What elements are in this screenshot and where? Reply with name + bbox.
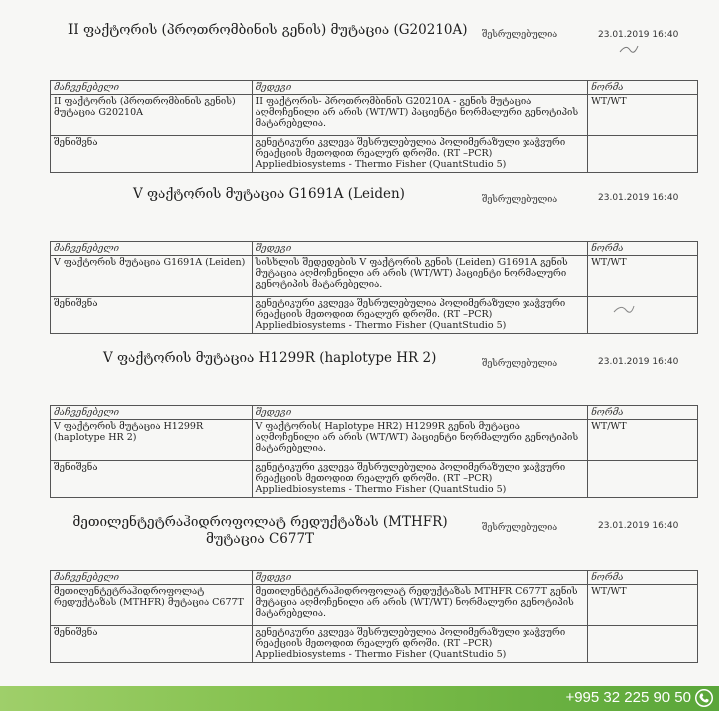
- phone-icon: [695, 689, 713, 707]
- result-table-factor-v-h1299r: [50, 405, 698, 498]
- indicator-cell: V ფაქტორის მუტაცია G1691A (Leiden): [51, 256, 253, 297]
- table-row: [51, 585, 698, 626]
- header-norm: ნორმა: [588, 406, 698, 420]
- note-cell: გენეტიკური კვლევა შესრულებულია პოლიმერაზული ჯაჭვური რეაქციის მეთოდით რეალურ დროში. (RT –PCR) Appliedbiosystems - Thermo Fisher (QuantStudio 5): [252, 626, 588, 663]
- note-label-cell: შენიშვნა: [51, 626, 253, 663]
- table-header-row: [51, 242, 698, 256]
- empty-cell: [588, 626, 698, 663]
- result-cell: სისხლის შედედების V ფაქტორის გენის (Leiden) G1691A გენის მუტაცია აღმოჩენილი არ არის (WT/WT) პაციენტი ნორმალური გენოტიპის მატარებელია.: [252, 256, 588, 297]
- empty-cell: [588, 461, 698, 498]
- note-row: [51, 461, 698, 498]
- date-label: 23.01.2019 16:40: [598, 193, 679, 203]
- header-result: შედეგი: [252, 406, 588, 420]
- status-label: შესრულებულია: [482, 30, 558, 40]
- table-row: [51, 420, 698, 461]
- section-title-factor-ii: II ფაქტორის (პროთრომბინის გენის) მუტაცია (G20210A): [68, 22, 468, 38]
- indicator-cell: მეთილენტეტრაჰიდროფოლატ რედუქტაზას (MTHFR) მუტაცია C677T: [51, 585, 253, 626]
- header-result: შედეგი: [252, 242, 588, 256]
- empty-cell: [588, 297, 698, 334]
- status-label: შესრულებულია: [482, 195, 558, 205]
- status-label: შესრულებულია: [482, 523, 558, 533]
- pen-mark: [612, 302, 636, 316]
- norm-cell: WT/WT: [588, 585, 698, 626]
- section-title-factor-v-h1299r: V ფაქტორის მუტაცია H1299R (haplotype HR 2): [103, 350, 437, 366]
- note-cell: გენეტიკური კვლევა შესრულებულია პოლიმერაზული ჯაჭვური რეაქციის მეთოდით რეალურ დროში. (RT –PCR) Appliedbiosystems - Thermo Fisher (QuantStudio 5): [252, 136, 588, 173]
- result-table-factor-ii: [50, 80, 698, 173]
- result-table-mthfr: [50, 570, 698, 663]
- note-row: [51, 626, 698, 663]
- date-label: 23.01.2019 16:40: [598, 521, 679, 531]
- note-cell: გენეტიკური კვლევა შესრულებულია პოლიმერაზული ჯაჭვური რეაქციის მეთოდით რეალურ დროში. (RT –PCR) Appliedbiosystems - Thermo Fisher (QuantStudio 5): [252, 461, 588, 498]
- date-label: 23.01.2019 16:40: [598, 357, 679, 367]
- header-indicator: მაჩვენებელი: [51, 406, 253, 420]
- header-norm: ნორმა: [588, 571, 698, 585]
- header-indicator: მაჩვენებელი: [51, 571, 253, 585]
- note-row: [51, 297, 698, 334]
- table-header-row: [51, 571, 698, 585]
- header-result: შედეგი: [252, 81, 588, 95]
- indicator-cell: II ფაქტორის (პროთრომბინის გენის) მუტაცია G20210A: [51, 95, 253, 136]
- section-title-mthfr: მეთილენტეტრაჰიდროფოლატ რედუქტაზას (MTHFR) მუტაცია C677T: [72, 514, 448, 547]
- result-cell: მეთილენტეტრაჰიდროფოლატ რედუქტაზას MTHFR C677T გენის მუტაცია აღმოჩენილი არ არის (WT/WT) ნორმალური გენოტიპის მატარებელია.: [252, 585, 588, 626]
- table-header-row: [51, 406, 698, 420]
- table-row: [51, 256, 698, 297]
- empty-cell: [588, 136, 698, 173]
- result-cell: II ფაქტორის- პროთრომბინის G20210A - გენის მუტაცია აღმოჩენილი არ არის (WT/WT) პაციენტი ნორმალური გენოტიპის მატარებელია.: [252, 95, 588, 136]
- header-indicator: მაჩვენებელი: [51, 81, 253, 95]
- norm-cell: WT/WT: [588, 95, 698, 136]
- table-header-row: [51, 81, 698, 95]
- pen-mark: [618, 40, 640, 56]
- header-norm: ნორმა: [588, 81, 698, 95]
- header-indicator: მაჩვენებელი: [51, 242, 253, 256]
- phone-number[interactable]: +995 32 225 90 50: [565, 689, 691, 706]
- norm-cell: WT/WT: [588, 256, 698, 297]
- header-norm: ნორმა: [588, 242, 698, 256]
- note-label-cell: შენიშვნა: [51, 297, 253, 334]
- status-label: შესრულებულია: [482, 359, 558, 369]
- date-label: 23.01.2019 16:40: [598, 30, 679, 40]
- note-label-cell: შენიშვნა: [51, 461, 253, 498]
- result-cell: V ფაქტორის( Haplotype HR2) H1299R გენის მუტაცია აღმოჩენილი არ არის (WT/WT) პაციენტი ნორმალური გენოტიპის მატარებელია.: [252, 420, 588, 461]
- norm-cell: WT/WT: [588, 420, 698, 461]
- note-label-cell: შენიშვნა: [51, 136, 253, 173]
- indicator-cell: V ფაქტორის მუტაცია H1299R (haplotype HR 2): [51, 420, 253, 461]
- note-cell: გენეტიკური კვლევა შესრულებულია პოლიმერაზული ჯაჭვური რეაქციის მეთოდით რეალურ დროში. (RT –PCR) Appliedbiosystems - Thermo Fisher (QuantStudio 5): [252, 297, 588, 334]
- table-row: [51, 95, 698, 136]
- result-table-factor-v-leiden: [50, 241, 698, 334]
- note-row: [51, 136, 698, 173]
- header-result: შედეგი: [252, 571, 588, 585]
- section-title-factor-v-leiden: V ფაქტორის მუტაცია G1691A (Leiden): [133, 186, 405, 202]
